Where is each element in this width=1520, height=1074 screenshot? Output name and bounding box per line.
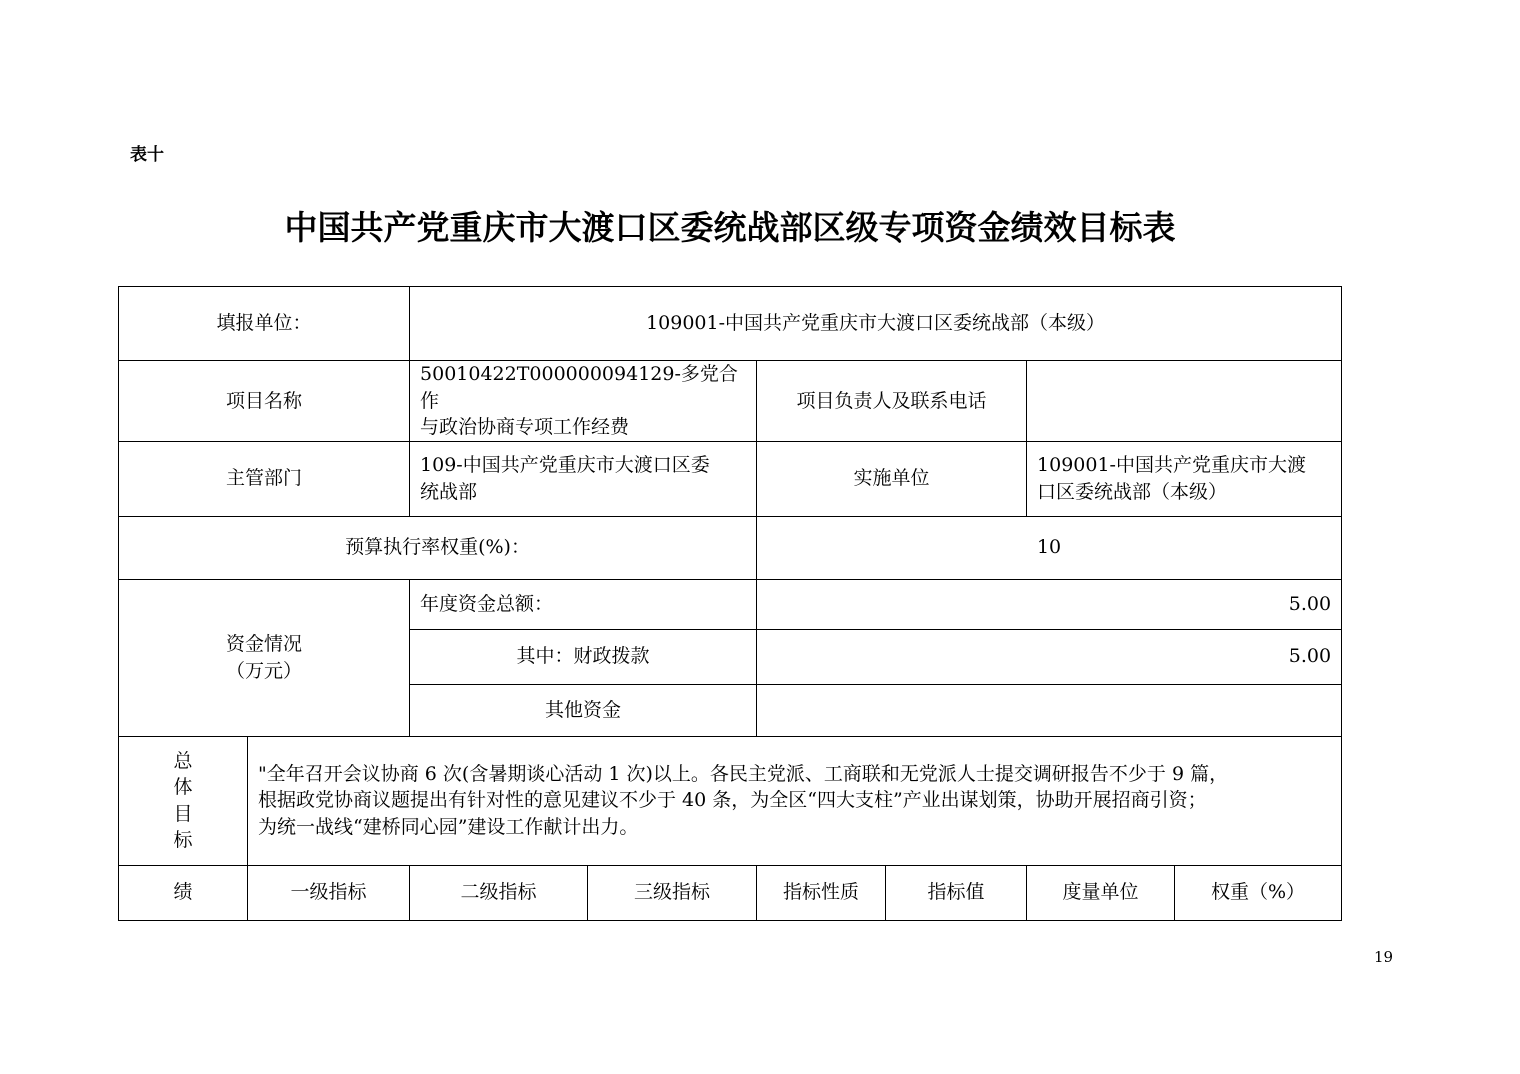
impl-value <box>1027 441 1342 516</box>
dept-label: 主管部门 <box>119 441 410 516</box>
header-level2: 二级指标 <box>410 865 588 920</box>
overall-goal-line1: "全年召开会议协商 6 次(含暑期谈心活动 1 次)以上。各民主党派、工商联和无党派人士提交调研报告不少于 9 篇， <box>258 762 1229 785</box>
header-perf: 绩 <box>119 865 248 920</box>
overall-goal-char: 体 <box>173 776 193 799</box>
impl-line2: 口区委统战部（本级） <box>1037 480 1228 503</box>
table-row-department <box>119 441 1342 516</box>
table-row-overall-goal <box>119 736 1342 865</box>
page-number: 19 <box>1374 948 1394 966</box>
fiscal-value: 5.00 <box>757 629 1342 684</box>
impl-label: 实施单位 <box>757 441 1027 516</box>
overall-goal-text <box>248 736 1342 865</box>
fiscal-label: 其中：财政拨款 <box>410 629 757 684</box>
table-row-filler <box>119 287 1342 361</box>
project-name-line1: 50010422T000000094129-多党合作 <box>420 363 738 412</box>
impl-line1: 109001-中国共产党重庆市大渡 <box>1037 454 1306 477</box>
annual-total-label: 年度资金总额： <box>410 579 757 629</box>
header-unit: 度量单位 <box>1027 865 1175 920</box>
funds-label-line1: 资金情况 <box>226 633 303 656</box>
dept-line2: 统战部 <box>420 480 478 503</box>
document-title: 中国共产党重庆市大渡口区委统战部区级专项资金绩效目标表 <box>284 208 1176 247</box>
project-leader-value <box>1027 361 1342 442</box>
budget-weight-value: 10 <box>757 516 1342 579</box>
dept-line1: 109-中国共产党重庆市大渡口区委 <box>420 454 710 477</box>
overall-goal-line3: 为统一战线“建桥同心园”建设工作献计出力。 <box>258 816 639 839</box>
funds-label-line2: （万元） <box>226 659 303 682</box>
header-value: 指标值 <box>886 865 1027 920</box>
project-name-label: 项目名称 <box>119 361 410 442</box>
header-level3: 三级指标 <box>588 865 757 920</box>
project-name-value <box>410 361 757 442</box>
header-nature: 指标性质 <box>757 865 886 920</box>
project-name-line2: 与政治协商专项工作经费 <box>420 416 630 439</box>
table-row-project <box>119 361 1342 442</box>
budget-weight-label: 预算执行率权重(%)： <box>119 516 757 579</box>
table-number-label: 表十 <box>130 145 164 165</box>
filler-value: 109001-中国共产党重庆市大渡口区委统战部（本级） <box>410 287 1342 361</box>
other-funds-label: 其他资金 <box>410 684 757 736</box>
performance-target-table <box>118 286 1342 921</box>
annual-total-value: 5.00 <box>757 579 1342 629</box>
other-funds-value <box>757 684 1342 736</box>
table-row-indicator-header <box>119 865 1342 920</box>
header-weight: 权重（%） <box>1175 865 1342 920</box>
header-level1: 一级指标 <box>248 865 410 920</box>
dept-value <box>410 441 757 516</box>
overall-goal-char: 目 <box>173 802 193 825</box>
overall-goal-char: 标 <box>173 829 193 852</box>
overall-goal-label <box>119 736 248 865</box>
overall-goal-char: 总 <box>173 749 193 772</box>
filler-label: 填报单位： <box>119 287 410 361</box>
project-leader-label: 项目负责人及联系电话 <box>757 361 1027 442</box>
table-row-annual-total <box>119 579 1342 629</box>
funds-label <box>119 579 410 736</box>
overall-goal-line2: 根据政党协商议题提出有针对性的意见建议不少于 40 条，为全区“四大支柱”产业出谋划策，协助开展招商引资； <box>258 789 1207 812</box>
table-row-budget-weight <box>119 516 1342 579</box>
